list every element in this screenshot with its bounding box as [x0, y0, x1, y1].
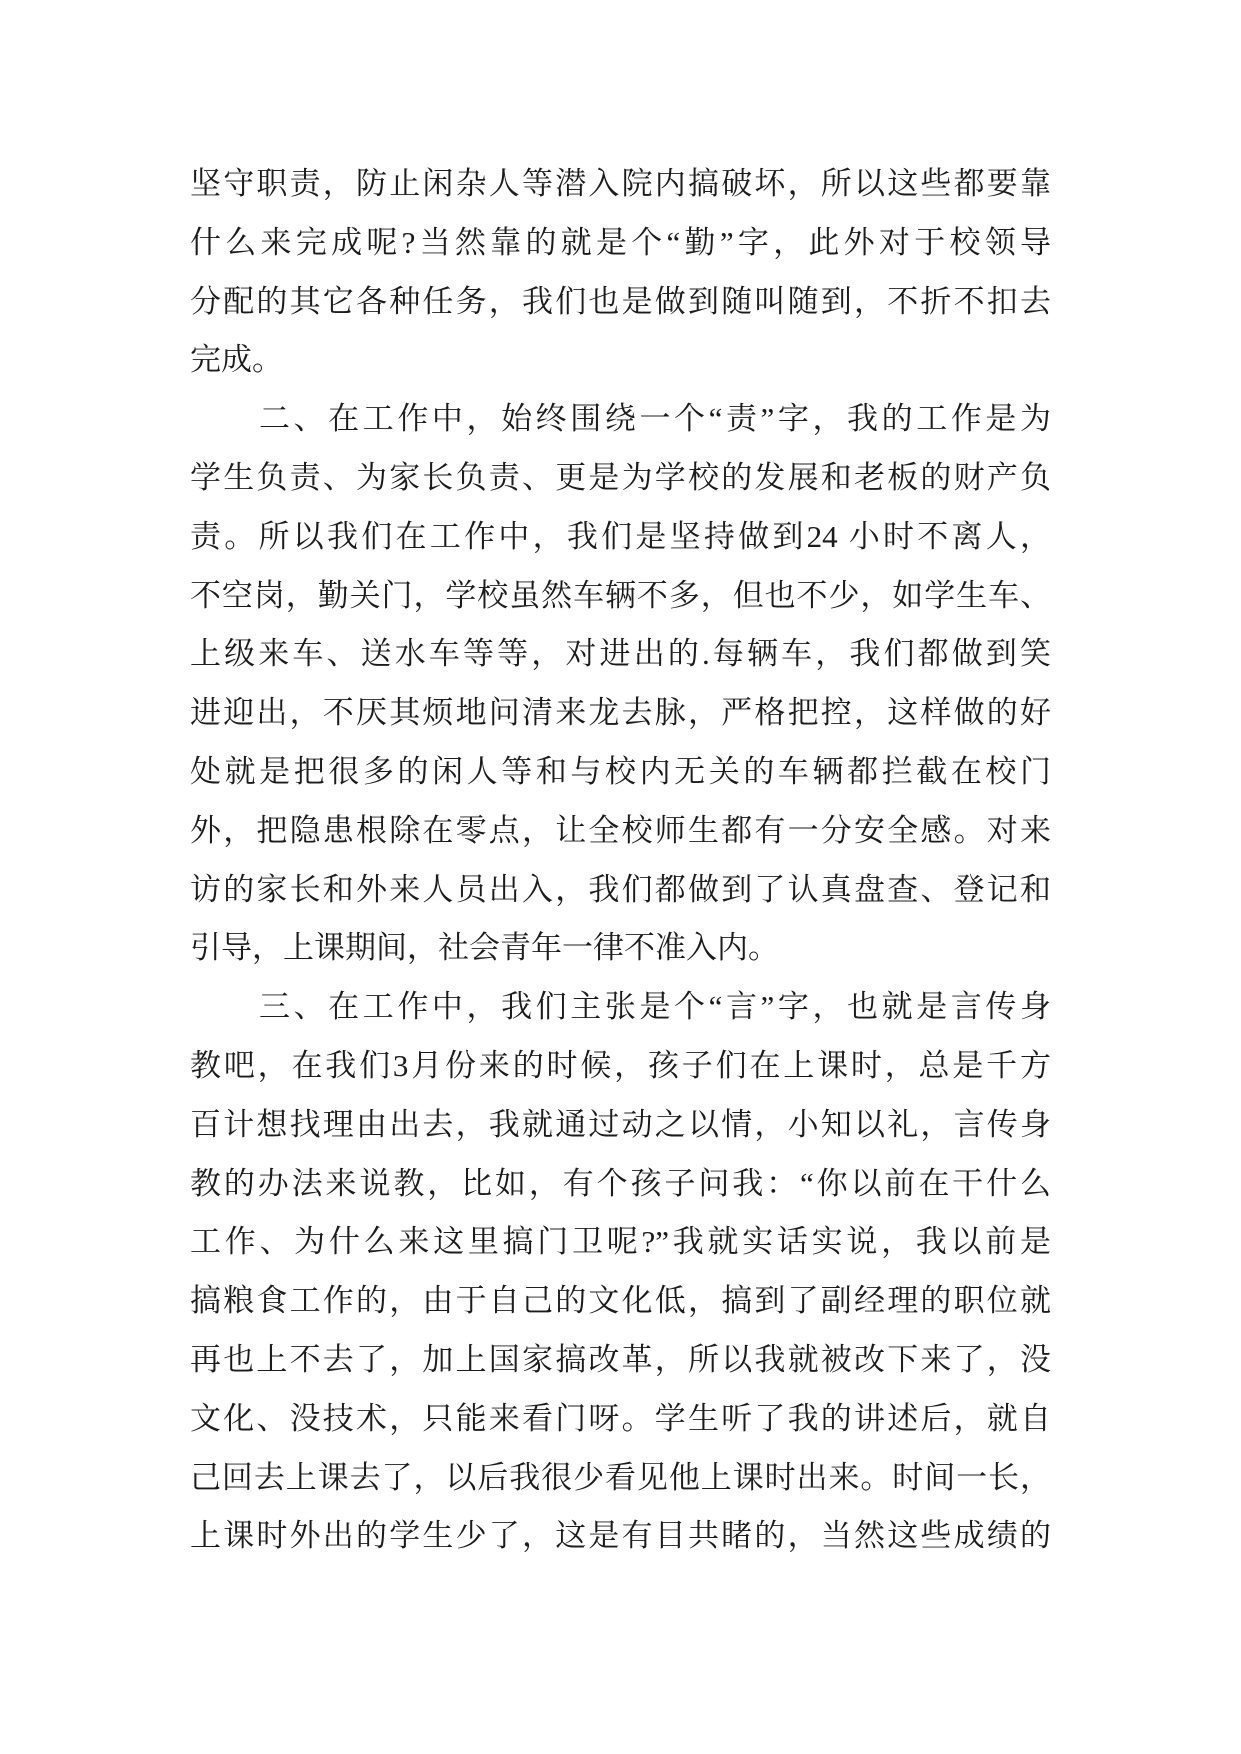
text-line: 三、在工作中，我们主张是个“言”字，也就是言传身 [259, 989, 1051, 1025]
text-line: 进迎出，不厌其烦地问清来龙去脉，严格把控，这样做的好 [190, 695, 1051, 731]
text-line: 教的办法来说教，比如，有个孩子问我：“你以前在干什么 [190, 1165, 1051, 1201]
text-line: 坚守职责，防止闲杂人等潜入院内搞破坏，所以这些都要靠 [190, 166, 1051, 201]
text-line: 再也上不去了，加上国家搞改革，所以我就被改下来了，没 [190, 1341, 1051, 1377]
text-line: 分配的其它各种任务，我们也是做到随叫随到，不折不扣去 [190, 283, 1051, 319]
document-body [190, 155, 1051, 1566]
text-line: 教吧，在我们3月份来的时候，孩子们在上课时，总是千方 [190, 1047, 1051, 1083]
text-line: 二、在工作中，始终围绕一个“责”字，我的工作是为 [259, 401, 1051, 437]
text-line: 文化、没技术，只能来看门呀。学生听了我的讲述后，就自 [190, 1400, 1051, 1436]
text-line: 己回去上课去了，以后我很少看见他上课时出来。时间一长， [190, 1459, 1051, 1495]
text-line: 什么来完成呢?当然靠的就是个“勤”字，此外对于校领导 [190, 224, 1051, 260]
text-line: 工作、为什么来这里搞门卫呢?”我就实话实说，我以前是 [190, 1224, 1051, 1260]
paragraph-section-three [190, 978, 1051, 1566]
text-line: 引导，上课期间，社会青年一律不准入内。 [190, 930, 779, 966]
text-line: 访的家长和外来人员出入，我们都做到了认真盘查、登记和 [190, 871, 1051, 907]
text-line: 处就是把很多的闲人等和与校内无关的车辆都拦截在校门 [190, 753, 1051, 789]
paragraph-continued [190, 155, 1051, 390]
text-line: 学生负责、为家长负责、更是为学校的发展和老板的财产负 [190, 459, 1051, 495]
text-line: 外，把隐患根除在零点，让全校师生都有一分安全感。对来 [190, 812, 1051, 848]
text-line: 上课时外出的学生少了，这是有目共睹的，当然这些成绩的 [190, 1518, 1051, 1554]
text-line: 上级来车、送水车等等，对进出的.每辆车，我们都做到笑 [190, 636, 1051, 672]
text-line: 不空岗，勤关门，学校虽然车辆不多，但也不少，如学生车、 [190, 577, 1051, 613]
paragraph-section-two [190, 390, 1051, 978]
text-line: 完成。 [190, 342, 283, 378]
text-line: 搞粮食工作的，由于自己的文化低，搞到了副经理的职位就 [190, 1283, 1051, 1319]
text-line: 责。所以我们在工作中，我们是坚持做到24 小时不离人， [190, 518, 1051, 554]
text-line: 百计想找理由出去，我就通过动之以情，小知以礼，言传身 [190, 1106, 1051, 1142]
